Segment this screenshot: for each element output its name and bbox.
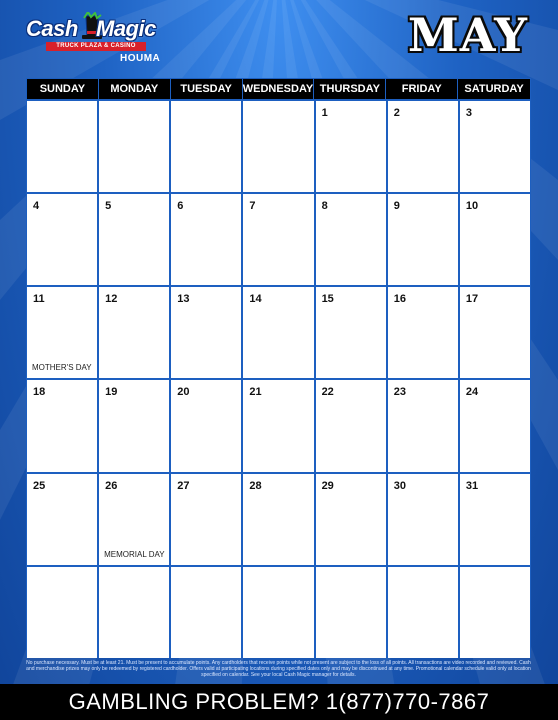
day-cell: [27, 194, 97, 285]
month-title: MAY: [407, 8, 528, 62]
day-cells: [27, 101, 530, 658]
day-cell: [388, 101, 458, 192]
weekday-header-row: [27, 79, 530, 99]
day-cell: [27, 101, 97, 192]
weekday-friday: FRIDAY: [386, 79, 458, 99]
day-number: 8: [321, 200, 328, 213]
day-number: 30: [393, 479, 406, 492]
weekday-tuesday: TUESDAY: [171, 79, 243, 99]
weekday-sunday: SUNDAY: [27, 79, 99, 99]
day-cell: [27, 380, 97, 471]
day-cell: [99, 194, 169, 285]
day-number: 9: [393, 200, 400, 213]
day-cell: [171, 287, 241, 378]
day-number: 29: [321, 479, 334, 492]
day-cell: [460, 380, 530, 471]
day-number: 26: [105, 479, 118, 492]
day-cell: [171, 567, 241, 658]
day-number: 11: [33, 293, 45, 306]
day-cell: [171, 194, 241, 285]
day-cell: [99, 380, 169, 471]
day-cell: [99, 567, 169, 658]
day-number: 4: [33, 200, 40, 213]
logo-location: HOUMA: [120, 53, 161, 64]
day-number: 3: [465, 107, 472, 119]
day-cell: [316, 474, 386, 565]
day-cell: [316, 380, 386, 471]
day-cell: [243, 474, 313, 565]
day-number: 12: [105, 293, 118, 306]
day-cell: [171, 101, 241, 192]
day-number: 21: [249, 386, 262, 399]
day-cell: [99, 287, 169, 378]
day-cell: [99, 474, 169, 565]
day-number: 13: [177, 293, 190, 306]
day-cell: [388, 287, 458, 378]
day-number: 10: [465, 200, 479, 213]
day-number: 25: [33, 479, 46, 492]
day-cell: [460, 194, 530, 285]
day-number: 22: [321, 386, 334, 399]
day-cell: [388, 567, 458, 658]
day-number: 6: [177, 200, 184, 213]
day-cell: [171, 474, 241, 565]
day-cell: [316, 194, 386, 285]
day-cell: [243, 194, 313, 285]
day-cell: [99, 101, 169, 192]
day-number: 23: [393, 386, 406, 399]
logo-brand-right: Magic: [96, 16, 156, 41]
logo-tagline: TRUCK PLAZA & CASINO: [46, 42, 146, 51]
day-number: 15: [321, 293, 334, 306]
day-cell: [243, 287, 313, 378]
day-number: 16: [393, 293, 406, 306]
day-number: 1: [321, 107, 328, 119]
calendar-header: [0, 0, 558, 78]
day-event-label: MEMORIAL DAY: [104, 549, 165, 559]
day-number: 24: [465, 386, 479, 399]
day-number: 27: [177, 479, 190, 492]
day-number: 14: [249, 293, 262, 306]
day-cell: [27, 474, 97, 565]
day-cell: [171, 380, 241, 471]
day-cell: [316, 567, 386, 658]
weekday-wednesday: WEDNESDAY: [243, 79, 315, 99]
day-cell: [316, 101, 386, 192]
weekday-monday: MONDAY: [99, 79, 171, 99]
day-number: 31: [465, 479, 479, 492]
day-cell: [27, 287, 97, 378]
day-cell: [388, 380, 458, 471]
logo-brand-left: Cash: [26, 16, 78, 41]
day-cell: [460, 101, 530, 192]
day-number: 5: [105, 200, 112, 213]
day-number: 18: [33, 386, 46, 399]
day-cell: [388, 194, 458, 285]
weekday-saturday: SATURDAY: [458, 79, 530, 99]
day-cell: [460, 474, 530, 565]
weekday-thursday: THURSDAY: [314, 79, 386, 99]
day-cell: [27, 567, 97, 658]
calendar-grid: [26, 78, 531, 658]
day-cell: [460, 287, 530, 378]
day-number: 19: [105, 386, 118, 399]
day-event-label: MOTHER'S DAY: [32, 363, 92, 373]
day-number: 2: [393, 107, 400, 119]
legal-disclaimer: No purchase necessary. Must be at least 21. Must be present to accumulate points. Any cardholders that receive points while not present are subject to the loss of all points. All transactions are video recorded and reviewed. Cash and merchandise prizes may only be redeemed by registered cardholder. Offers valid at participating locations during specified dates only and may be discontinued at any time. Promotional calendar schedule valid only at location specified on calendar. See your local Cash Magic manager for details.: [26, 660, 531, 678]
day-number: 20: [177, 386, 190, 399]
day-number: 17: [465, 293, 479, 306]
day-cell: [243, 101, 313, 192]
day-cell: [243, 380, 313, 471]
gambling-helpline-banner: GAMBLING PROBLEM? 1(877)770-7867: [0, 684, 558, 720]
day-cell: [460, 567, 530, 658]
day-cell: [316, 287, 386, 378]
day-number: 7: [249, 200, 256, 213]
cash-magic-logo: [24, 10, 166, 68]
day-number: 28: [249, 479, 262, 492]
day-cell: [243, 567, 313, 658]
day-cell: [388, 474, 458, 565]
